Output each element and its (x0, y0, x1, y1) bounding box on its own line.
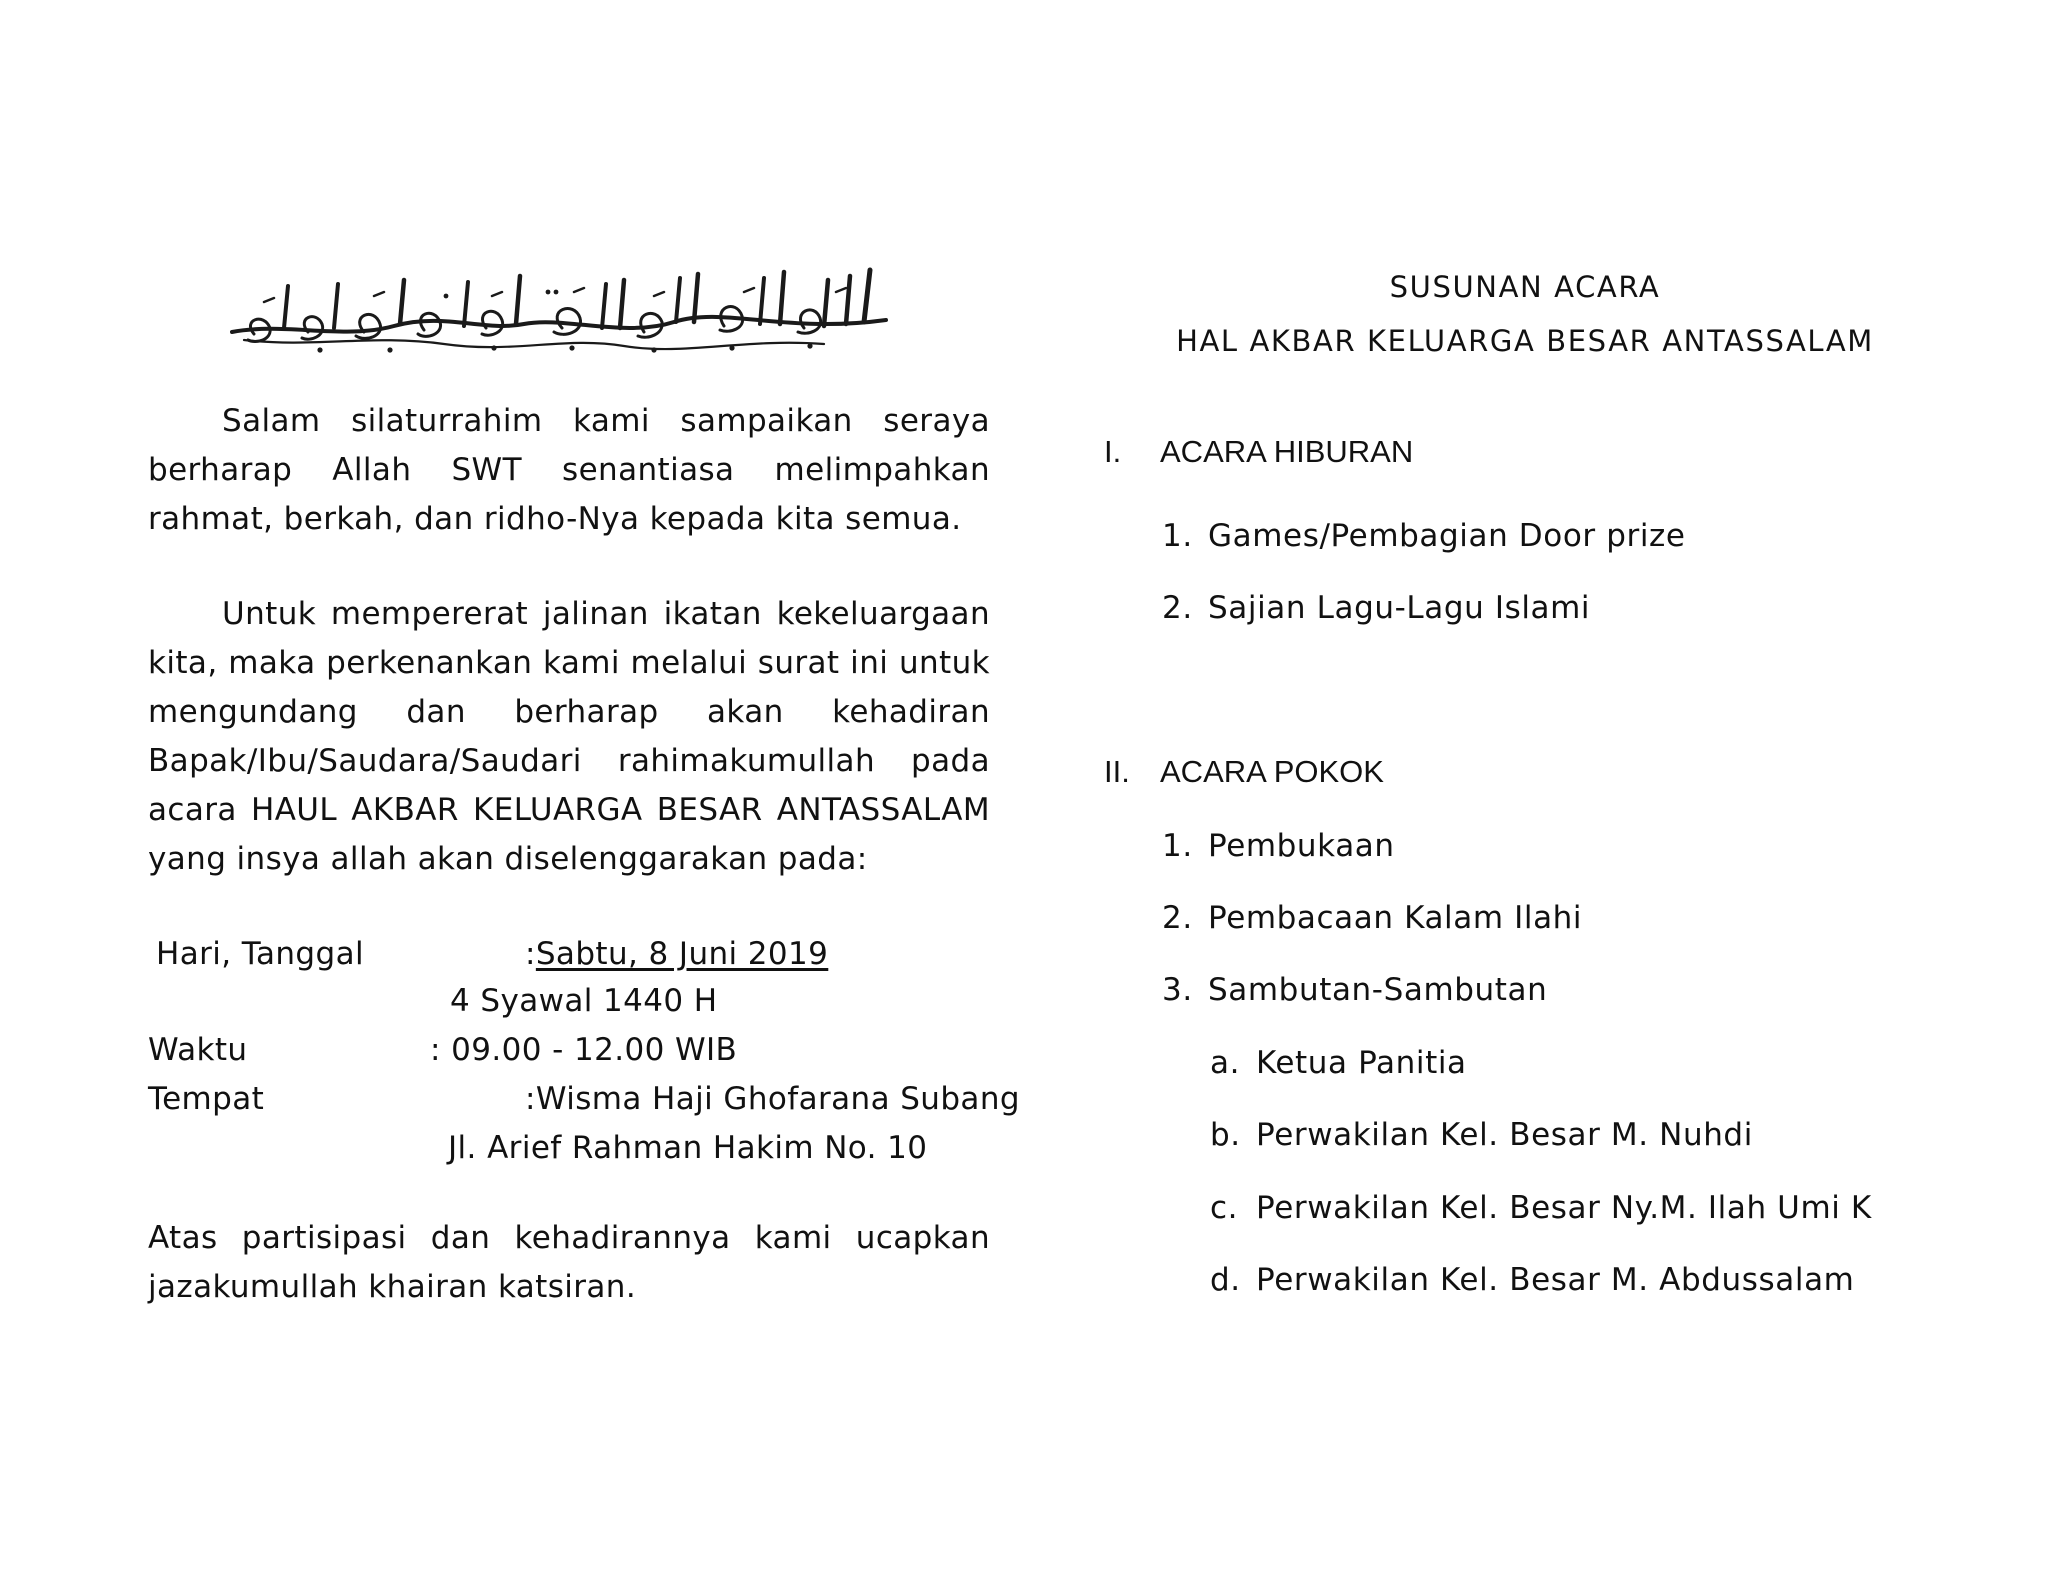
list-item (1162, 518, 1686, 554)
program-title: SUSUNAN ACARA (1389, 270, 1661, 304)
salam-calligraphy (224, 262, 894, 354)
hijri-date: 4 Syawal 1440 H (450, 983, 718, 1019)
invitation-paragraph: Untuk mempererat jalinan ikatan kekeluargaan kita, maka perkenankan kami melalui surat ini untuk mengundang dan berharap akan kehadiran Bapak/Ibu/Saudara/Saudari rahimakumullah pada acara HAUL AKBAR KELUARGA BESAR ANTASSALAM yang insya allah akan diselenggarakan pada: (148, 596, 990, 877)
item-text: Sambutan-Sambutan (1208, 972, 1548, 1008)
section-main-program (1104, 754, 1384, 790)
subitem-letter: c. (1210, 1190, 1239, 1226)
time-label: Waktu (148, 1032, 248, 1068)
time-value: 09.00 - 12.00 WIB (451, 1032, 738, 1068)
day-separator: : (525, 936, 536, 972)
place-value: Wisma Haji Ghofarana Subang (535, 1081, 1020, 1117)
subitem-letter: a. (1210, 1045, 1241, 1081)
section-number: I. (1104, 434, 1122, 469)
subitem-text: Ketua Panitia (1256, 1045, 1467, 1081)
list-item (1162, 590, 1590, 626)
section-number: II. (1104, 754, 1130, 789)
subitem-text: Perwakilan Kel. Besar M. Abdussalam (1256, 1262, 1855, 1298)
item-number: 2. (1162, 900, 1193, 936)
list-item (1162, 828, 1395, 864)
item-number: 2. (1162, 590, 1193, 626)
item-text: Pembacaan Kalam Ilahi (1208, 900, 1583, 936)
section-label: ACARA POKOK (1160, 754, 1384, 789)
list-item (1162, 972, 1547, 1008)
place-value-line (525, 1075, 1020, 1124)
sub-list-item (1210, 1045, 1467, 1081)
sub-list-item (1210, 1190, 1872, 1226)
place-separator: : (525, 1081, 536, 1117)
sub-list-item (1210, 1262, 1854, 1298)
list-item (1162, 900, 1582, 936)
section-label: ACARA HIBURAN (1160, 434, 1414, 469)
salam-paragraph: Salam silaturrahim kami sampaikan seraya berharap Allah SWT senantiasa melimpahkan rahmat, berkah, dan ridho-Nya kepada kita semua. (148, 403, 990, 537)
section-entertainment (1104, 434, 1413, 470)
place-label: Tempat (148, 1081, 265, 1117)
day-value-line (525, 930, 828, 979)
item-number: 1. (1162, 828, 1193, 864)
time-separator: : (430, 1032, 441, 1068)
sub-list-item (1210, 1117, 1753, 1153)
subitem-text: Perwakilan Kel. Besar M. Nuhdi (1256, 1117, 1753, 1153)
item-number: 1. (1162, 518, 1193, 554)
item-text: Sajian Lagu-Lagu Islami (1208, 590, 1591, 626)
item-number: 3. (1162, 972, 1193, 1008)
item-text: Games/Pembagian Door prize (1208, 518, 1686, 554)
item-text: Pembukaan (1208, 828, 1395, 864)
program-subtitle: HAL AKBAR KELUARGA BESAR ANTASSALAM (1176, 324, 1874, 358)
time-value-line (430, 1026, 737, 1075)
day-value: Sabtu, 8 Juni 2019 (535, 936, 829, 972)
day-label: Hari, Tanggal (156, 936, 364, 972)
subitem-letter: b. (1210, 1117, 1241, 1153)
place-address: Jl. Arief Rahman Hakim No. 10 (448, 1130, 928, 1166)
subitem-letter: d. (1210, 1262, 1241, 1298)
closing-paragraph: Atas partisipasi dan kehadirannya kami ucapkan jazakumullah khairan katsiran. (148, 1220, 990, 1305)
subitem-text: Perwakilan Kel. Besar Ny.M. Ilah Umi K (1256, 1190, 1872, 1226)
